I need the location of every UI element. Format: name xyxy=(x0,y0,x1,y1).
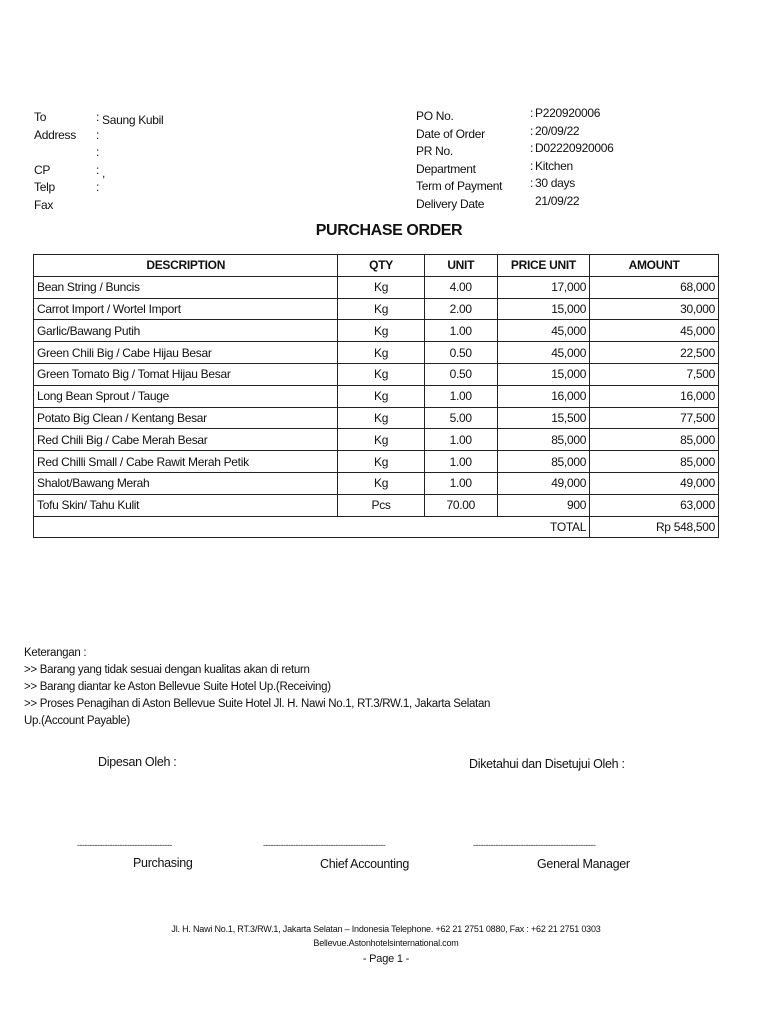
order-items-table xyxy=(33,254,719,538)
department-label: Department xyxy=(416,161,476,176)
item-description: Bean String / Buncis xyxy=(34,276,338,298)
item-unit: 5.00 xyxy=(424,407,497,429)
item-description: Garlic/Bawang Putih xyxy=(34,320,338,342)
item-price-unit: 85,000 xyxy=(497,451,589,473)
item-description: Long Bean Sprout / Tauge xyxy=(34,385,338,407)
colon: : xyxy=(530,123,534,138)
item-amount: 45,000 xyxy=(590,320,719,342)
colon: : xyxy=(530,141,534,156)
colon: : xyxy=(96,110,100,124)
item-amount: 63,000 xyxy=(590,494,719,516)
item-price-unit: 85,000 xyxy=(497,429,589,451)
department-value: Kitchen xyxy=(535,158,573,173)
department-row xyxy=(416,158,746,179)
item-qty: Kg xyxy=(338,298,424,320)
term-of-payment-row xyxy=(416,178,746,196)
item-price-unit: 16,000 xyxy=(497,385,589,407)
po-no-label: PO No. xyxy=(416,109,454,123)
delivery-date-row xyxy=(416,193,746,214)
page-number: - Page 1 - xyxy=(362,953,410,965)
telp-row xyxy=(34,179,364,197)
table-row xyxy=(34,320,719,342)
item-qty: Kg xyxy=(338,320,424,342)
colon: : xyxy=(530,106,534,120)
fax-row xyxy=(34,197,364,215)
table-row xyxy=(34,429,719,451)
item-unit: 1.00 xyxy=(424,385,497,407)
col-price-unit: PRICE UNIT xyxy=(497,255,589,277)
pr-no-label: PR No. xyxy=(416,144,453,159)
item-unit: 70.00 xyxy=(424,494,497,516)
col-description: DESCRIPTION xyxy=(34,255,338,277)
item-amount: 49,000 xyxy=(590,472,719,494)
item-price-unit: 15,500 xyxy=(497,407,589,429)
address-row-2 xyxy=(34,144,364,162)
item-unit: 0.50 xyxy=(424,363,497,385)
table-row xyxy=(34,342,719,364)
po-no-value: P220920006 xyxy=(535,106,601,120)
table-row xyxy=(34,298,719,320)
telp-label: Telp xyxy=(34,180,55,195)
address-row xyxy=(34,127,364,145)
remarks-line: >> Barang yang tidak sesuai dengan kualitas akan di return xyxy=(24,664,310,676)
col-amount: AMOUNT xyxy=(590,255,719,277)
item-price-unit: 15,000 xyxy=(497,298,589,320)
item-description: Green Tomato Big / Tomat Hijau Besar xyxy=(34,363,338,385)
item-qty: Kg xyxy=(338,407,424,429)
table-header-row xyxy=(34,255,719,277)
item-price-unit: 49,000 xyxy=(497,472,589,494)
table-row xyxy=(34,451,719,473)
pr-no-value: D02220920006 xyxy=(535,141,614,156)
page-footer xyxy=(0,922,768,966)
table-row xyxy=(34,385,719,407)
footer-address: Jl. H. Nawi No.1, RT.3/RW.1, Jakarta Selatan – Indonesia Telephone. +62 21 2751 0880, Fax : +62 21 2751 0303 xyxy=(171,924,601,934)
cp-value: , xyxy=(102,165,106,180)
item-amount: 68,000 xyxy=(590,276,719,298)
delivery-date-label: Delivery Date xyxy=(416,196,485,211)
item-amount: 30,000 xyxy=(590,298,719,320)
item-qty: Kg xyxy=(338,429,424,451)
table-row xyxy=(34,494,719,516)
item-description: Green Chili Big / Cabe Hijau Besar xyxy=(34,342,338,364)
item-description: Carrot Import / Wortel Import xyxy=(34,298,338,320)
colon: : xyxy=(530,158,534,173)
remarks-line: Up.(Account Payable) xyxy=(24,715,130,727)
chief-accounting-label: Chief Accounting xyxy=(320,857,410,871)
item-amount: 22,500 xyxy=(590,342,719,364)
item-price-unit: 15,000 xyxy=(497,363,589,385)
table-row xyxy=(34,363,719,385)
item-qty: Kg xyxy=(338,472,424,494)
to-value: Saung Kubil xyxy=(102,113,164,127)
item-amount: 16,000 xyxy=(590,385,719,407)
item-unit: 1.00 xyxy=(424,429,497,451)
colon: : xyxy=(96,127,100,142)
footer-website: Bellevue.Astonhotelsinternational.com xyxy=(313,938,459,948)
item-qty: Pcs xyxy=(338,494,424,516)
total-value: Rp 548,500 xyxy=(590,516,719,538)
item-amount: 85,000 xyxy=(590,451,719,473)
purchasing-label: Purchasing xyxy=(133,856,193,870)
colon: : xyxy=(530,176,534,191)
item-unit: 0.50 xyxy=(424,342,497,364)
item-description: Shalot/Bawang Merah xyxy=(34,472,338,494)
remarks-line: >> Barang diantar ke Aston Bellevue Suite Hotel Up.(Receiving) xyxy=(24,681,331,693)
general-manager-label: General Manager xyxy=(537,857,630,871)
item-qty: Kg xyxy=(338,276,424,298)
item-description: Potato Big Clean / Kentang Besar xyxy=(34,407,338,429)
fax-label: Fax xyxy=(34,197,54,212)
item-price-unit: 900 xyxy=(497,494,589,516)
term-of-payment-label: Term of Payment xyxy=(416,179,503,194)
item-unit: 2.00 xyxy=(424,298,497,320)
term-of-payment-value: 30 days xyxy=(535,176,575,191)
item-description: Tofu Skin/ Tahu Kulit xyxy=(34,494,338,516)
col-unit: UNIT xyxy=(424,255,497,277)
item-price-unit: 45,000 xyxy=(497,320,589,342)
item-qty: Kg xyxy=(338,363,424,385)
delivery-date-value: 21/09/22 xyxy=(535,193,580,208)
po-no-row xyxy=(416,108,746,126)
to-row xyxy=(34,109,364,127)
item-qty: Kg xyxy=(338,342,424,364)
supplier-info xyxy=(34,109,364,215)
remarks-heading: Keterangan : xyxy=(24,647,87,659)
item-unit: 4.00 xyxy=(424,276,497,298)
signature-line-general-manager: ------------------------------------------------- xyxy=(473,840,596,850)
table-row xyxy=(34,276,719,298)
colon: : xyxy=(96,180,100,195)
signature-line-chief-accounting: ------------------------------------------------- xyxy=(263,840,386,850)
pr-no-row xyxy=(416,143,746,161)
item-qty: Kg xyxy=(338,451,424,473)
item-description: Red Chili Big / Cabe Merah Besar xyxy=(34,429,338,451)
approved-by-label: Diketahui dan Disetujui Oleh : xyxy=(469,757,625,771)
remarks-line: >> Proses Penagihan di Aston Bellevue Suite Hotel Jl. H. Nawi No.1, RT.3/RW.1, Jakarta Selatan xyxy=(24,698,491,710)
total-label: TOTAL xyxy=(497,516,589,538)
col-qty: QTY xyxy=(338,255,424,277)
item-qty: Kg xyxy=(338,385,424,407)
total-spacer xyxy=(34,516,498,538)
order-info xyxy=(416,108,746,214)
address-label: Address xyxy=(34,127,76,142)
table-body xyxy=(34,276,719,516)
date-of-order-value: 20/09/22 xyxy=(535,123,580,138)
signature-line-purchasing: -------------------------------------- xyxy=(77,840,172,850)
table-row xyxy=(34,472,719,494)
remarks xyxy=(24,645,490,730)
cp-label: CP xyxy=(34,162,51,177)
item-amount: 77,500 xyxy=(590,407,719,429)
item-unit: 1.00 xyxy=(424,472,497,494)
item-unit: 1.00 xyxy=(424,320,497,342)
page-title: PURCHASE ORDER xyxy=(315,222,463,239)
to-label: To xyxy=(34,110,47,124)
item-price-unit: 17,000 xyxy=(497,276,589,298)
item-unit: 1.00 xyxy=(424,451,497,473)
total-row xyxy=(34,516,719,538)
cp-row xyxy=(34,162,364,180)
item-amount: 85,000 xyxy=(590,429,719,451)
item-amount: 7,500 xyxy=(590,363,719,385)
table-row xyxy=(34,407,719,429)
colon: : xyxy=(96,145,100,160)
colon: : xyxy=(96,162,100,177)
item-description: Red Chilli Small / Cabe Rawit Merah Petik xyxy=(34,451,338,473)
item-price-unit: 45,000 xyxy=(497,342,589,364)
date-of-order-label: Date of Order xyxy=(416,126,485,141)
ordered-by-label: Dipesan Oleh : xyxy=(98,755,177,769)
